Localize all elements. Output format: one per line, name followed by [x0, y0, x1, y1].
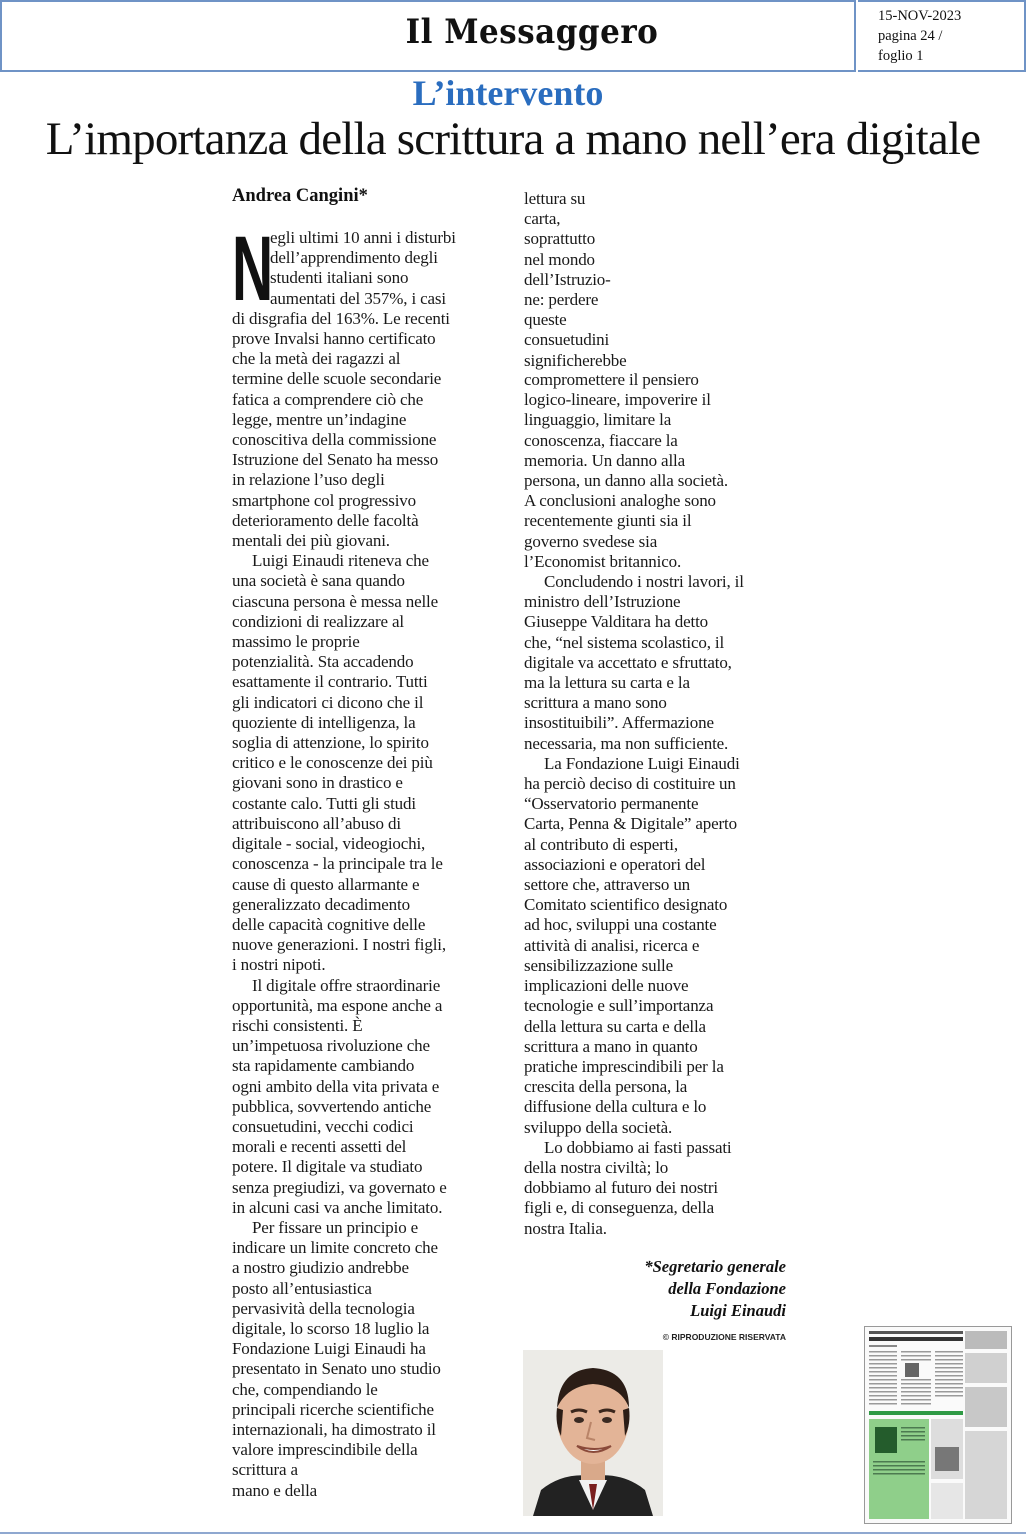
text-line: Il digitale offre straordinarie [252, 975, 441, 995]
text-line: conoscenza, fiaccare la [524, 430, 678, 450]
text-line: dobbiamo al futuro dei nostri [524, 1178, 718, 1198]
text-line: giovani sono in drastico e [232, 773, 403, 793]
text-line: di disgrafia del 163%. Le recenti [232, 308, 450, 328]
text-line: scrittura a mano in quanto [524, 1036, 698, 1056]
text-line: ad hoc, sviluppi una costante [524, 915, 717, 935]
text-line: digitale va accettato e sfruttato, [524, 652, 732, 672]
text-line: insostituibili”. Affermazione [524, 713, 714, 733]
text-line: aumentati del 357%, i casi [270, 288, 446, 308]
text-line: a nostro giudizio andrebbe [232, 1258, 409, 1278]
text-line: morali e recenti assetti del [232, 1137, 407, 1157]
text-line: persona, un danno alla società. [524, 471, 728, 491]
text-line: settore che, attraverso un [524, 875, 691, 895]
text-line: A conclusioni analoghe sono [524, 491, 716, 511]
text-line: deterioramento delle facoltà [232, 510, 419, 530]
text-line: Luigi Einaudi riteneva che [252, 551, 429, 571]
text-line: digitale, lo scorso 18 luglio la [232, 1318, 430, 1338]
clipping-info [858, 0, 1026, 72]
text-line: condizioni di realizzare al [232, 611, 404, 631]
text-line: compromettere il pensiero [524, 370, 699, 389]
text-line: in alcuni casi va anche limitato. [232, 1197, 443, 1217]
dropcap-letter: N [232, 218, 274, 320]
page-thumbnail-image [865, 1327, 1011, 1523]
text-line: legge, mentre un’indagine [232, 409, 407, 429]
text-line: nostra Italia. [524, 1218, 607, 1238]
text-line: Concludendo i nostri lavori, il [544, 572, 744, 592]
text-line: Per fissare un principio e [252, 1217, 419, 1237]
text-line: quoziente di intelligenza, la [232, 712, 416, 732]
text-line: memoria. Un danno alla [524, 450, 685, 470]
text-line: prove Invalsi hanno certificato [232, 329, 436, 349]
text-line: “Osservatorio permanente [524, 794, 699, 814]
text-line: generalizzato decadimento [232, 894, 410, 914]
text-line: pratiche imprescindibili per la [524, 1056, 724, 1076]
text-line: che, compendiando le [232, 1379, 378, 1399]
author-byline: Andrea Cangini* [232, 186, 368, 206]
article-column-left [232, 218, 502, 1501]
text-line: smartphone col progressivo [232, 490, 417, 510]
text-line: massimo le proprie [232, 632, 360, 652]
text-line: che la metà dei ragazzi al [232, 349, 401, 369]
text-line: ne: perdere [524, 290, 599, 310]
text-line: carta, [524, 209, 561, 229]
author-portrait-image [523, 1350, 663, 1516]
text-line: sviluppo della società. [524, 1117, 673, 1137]
text-line: che, “nel sistema scolastico, il [524, 632, 725, 652]
text-line: diffusione della cultura e lo [524, 1097, 707, 1117]
text-line: ma la lettura su carta e la [524, 673, 690, 693]
masthead-box [0, 0, 856, 72]
text-line: conoscenza - la principale tra le [232, 854, 443, 874]
text-line: scrittura a mano sono [524, 693, 667, 713]
copyright-notice: © RIPRODUZIONE RISERVATA [662, 1332, 786, 1342]
text-line: sta rapidamente cambiando [232, 1056, 415, 1076]
text-line: attività di analisi, ricerca e [524, 935, 700, 955]
text-line: Giuseppe Valditara ha detto [524, 612, 708, 632]
article-column-right [524, 370, 788, 1239]
clipping-page: pagina 24 / [878, 28, 943, 44]
text-line: queste [524, 310, 567, 330]
text-line: tecnologie e sull’importanza [524, 996, 714, 1016]
text-line: posto all’entusiastica [232, 1278, 372, 1298]
text-line: linguaggio, limitare la [524, 410, 672, 430]
text-line: della nostra civiltà; lo [524, 1157, 669, 1177]
text-line: una società è sana quando [232, 571, 405, 591]
text-line: delle capacità cognitive delle [232, 914, 426, 934]
text-line: i nostri nipoti. [232, 955, 326, 975]
text-line: consuetudini [524, 330, 610, 350]
text-line: crescita della persona, la [524, 1077, 688, 1097]
signature-line: *Segretario generale [644, 1257, 786, 1276]
text-line: fatica a comprendere ciò che [232, 389, 424, 409]
text-line: La Fondazione Luigi Einaudi [544, 753, 740, 773]
text-line: Carta, Penna & Digitale” aperto [524, 814, 737, 834]
text-line: recentemente giunti sia il [524, 511, 692, 531]
text-line: logico-lineare, impoverire il [524, 390, 711, 410]
left-column-text [232, 309, 502, 1501]
text-line: sensibilizzazione sulle [524, 955, 674, 975]
page-thumbnail [864, 1326, 1012, 1524]
text-line: della lettura su carta e della [524, 1016, 706, 1036]
text-line: costante calo. Tutti gli studi [232, 793, 416, 813]
text-line: rischi consistenti. È [232, 1015, 363, 1035]
text-line: Comitato scientifico designato [524, 895, 728, 915]
author-signature [600, 1256, 786, 1322]
text-line: in relazione l’uso degli [232, 470, 385, 490]
text-line: mentali dei più giovani. [232, 531, 390, 551]
text-line: esattamente il contrario. Tutti [232, 672, 428, 692]
signature-line: Luigi Einaudi [690, 1301, 786, 1320]
text-line: pervasività della tecnologia [232, 1298, 415, 1318]
text-line: soprattutto [524, 229, 596, 249]
text-line: ministro dell’Istruzione [524, 592, 681, 612]
clipping-date: 15-NOV-2023 [878, 8, 962, 24]
text-line: governo svedese sia [524, 531, 658, 551]
text-line: ogni ambito della vita privata e [232, 1076, 440, 1096]
text-line: consuetudini, vecchi codici [232, 1116, 414, 1136]
text-line: al contributo di esperti, [524, 834, 678, 854]
text-line: l’Economist britannico. [524, 551, 682, 571]
text-line: valore imprescindibile della [232, 1440, 418, 1460]
text-line: termine delle scuole secondarie [232, 369, 442, 389]
text-line: critico e le conoscenze dei più [232, 753, 433, 773]
text-line: cause di questo allarmante e [232, 874, 420, 894]
text-line: digitale - social, videogiochi, [232, 834, 426, 854]
text-line: un’impetuosa rivoluzione che [232, 1036, 430, 1056]
text-line: Lo dobbiamo ai fasti passati [544, 1137, 732, 1157]
text-line: mano e della [232, 1480, 318, 1500]
signature-line: della Fondazione [668, 1279, 786, 1298]
text-line: principali ricerche scientifiche [232, 1399, 434, 1419]
text-line: gli indicatori ci dicono che il [232, 692, 424, 712]
text-line: ha perciò deciso di costituire un [524, 774, 736, 794]
text-line: soglia di attenzione, lo spirito [232, 733, 429, 753]
text-line: necessaria, ma non sufficiente. [524, 733, 729, 753]
text-line: potenzialità. Sta accadendo [232, 652, 414, 672]
text-line: lettura su [524, 189, 586, 208]
bottom-border [0, 1532, 1026, 1534]
text-line: conoscitiva della commissione [232, 430, 437, 450]
text-line: ciascuna persona è messa nelle [232, 591, 439, 611]
author-photo [523, 1350, 663, 1516]
text-line: potere. Il digitale va studiato [232, 1157, 423, 1177]
clipping-sheet: foglio 1 [878, 48, 924, 64]
text-line: egli ultimi 10 anni i disturbi [270, 228, 456, 247]
text-line: dell’apprendimento degli [270, 248, 438, 268]
text-line: indicare un limite concreto che [232, 1238, 438, 1258]
text-line: nel mondo [524, 249, 595, 269]
text-line: implicazioni delle nuove [524, 976, 689, 996]
text-line: opportunità, ma espone anche a [232, 995, 443, 1015]
article-column-right-narrow [524, 189, 632, 371]
text-line: Istruzione del Senato ha messo [232, 450, 439, 470]
text-line: Fondazione Luigi Einaudi ha [232, 1339, 426, 1359]
text-line: figli e, di conseguenza, della [524, 1198, 714, 1218]
text-line: associazioni e operatori del [524, 854, 706, 874]
text-line: senza pregiudizi, va governato e [232, 1177, 447, 1197]
text-line: significherebbe [524, 350, 627, 370]
text-line: pubblica, sovvertendo antiche [232, 1096, 432, 1116]
text-line: nuove generazioni. I nostri figli, [232, 935, 446, 955]
text-line: presentato in Senato uno studio [232, 1359, 441, 1379]
text-line: studenti italiani sono [270, 268, 409, 288]
text-line: attribuiscono all’abuso di [232, 813, 401, 833]
section-title: L’intervento [412, 73, 604, 113]
text-line: dell’Istruzio- [524, 269, 611, 289]
article-headline: L’importanza della scrittura a mano nell’era digitale [45, 113, 981, 165]
newspaper-logo: Il Messaggero [405, 12, 659, 52]
text-line: internazionali, ha dimostrato il [232, 1419, 436, 1439]
text-line: scrittura a [232, 1460, 298, 1480]
